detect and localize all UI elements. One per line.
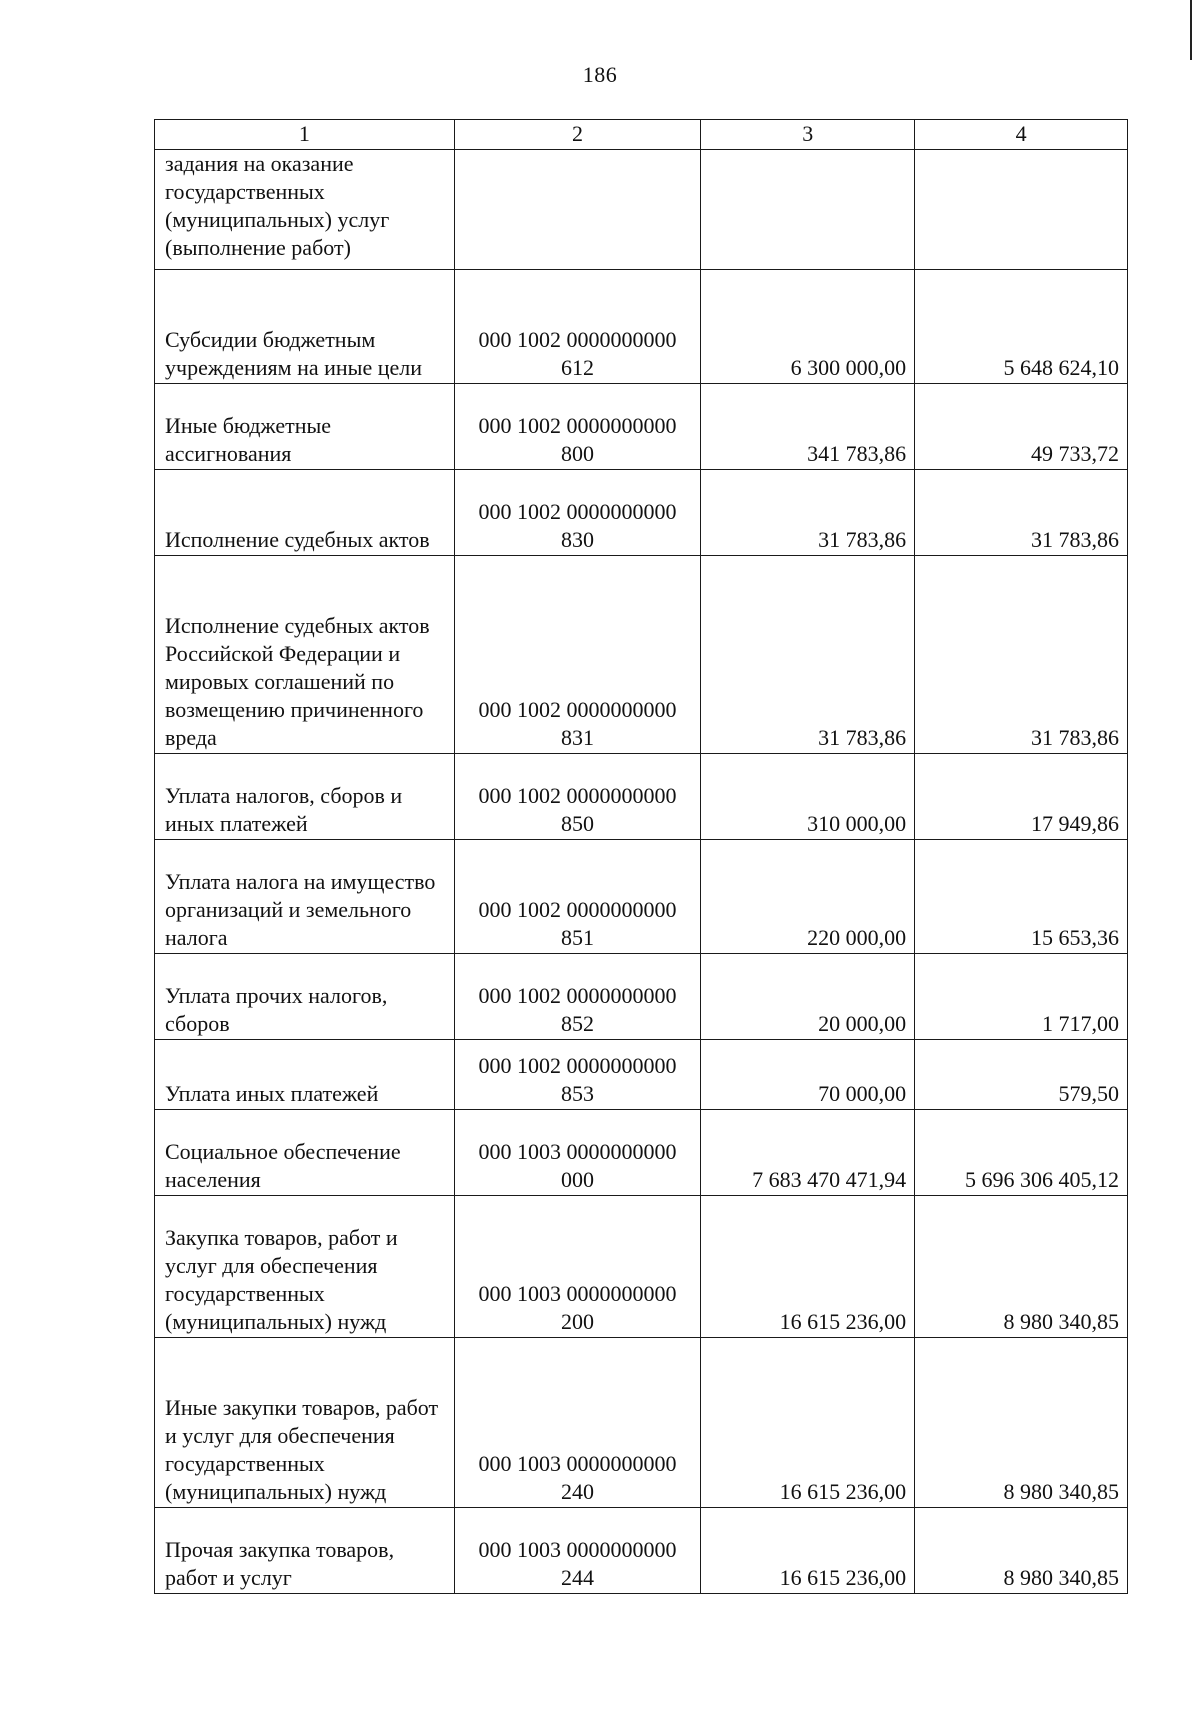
row-code bbox=[454, 840, 701, 954]
row-name: Иные бюджетные ассигнования bbox=[155, 384, 455, 470]
row-value-3: 20 000,00 bbox=[701, 954, 915, 1040]
row-code-main: 000 1003 0000000000 bbox=[478, 1451, 677, 1476]
table-row bbox=[155, 150, 1128, 270]
column-header-2: 2 bbox=[454, 120, 701, 150]
row-code bbox=[454, 270, 701, 384]
row-name: Исполнение судебных актов bbox=[155, 470, 455, 556]
row-value-3: 7 683 470 471,94 bbox=[701, 1110, 915, 1196]
row-value-4 bbox=[915, 150, 1128, 270]
column-header-3: 3 bbox=[701, 120, 915, 150]
row-name: Уплата налога на имущество организаций и земельного налога bbox=[155, 840, 455, 954]
row-value-4: 5 696 306 405,12 bbox=[915, 1110, 1128, 1196]
row-value-4: 17 949,86 bbox=[915, 754, 1128, 840]
row-code-main: 000 1002 0000000000 bbox=[478, 327, 677, 352]
row-value-4: 579,50 bbox=[915, 1040, 1128, 1110]
row-value-4: 5 648 624,10 bbox=[915, 270, 1128, 384]
row-code-main: 000 1002 0000000000 bbox=[478, 783, 677, 808]
row-name: Иные закупки товаров, работ и услуг для обеспечения государственных (муниципальных) нужд bbox=[155, 1338, 455, 1508]
row-code-main: 000 1003 0000000000 bbox=[478, 1281, 677, 1306]
row-code-main: 000 1002 0000000000 bbox=[478, 983, 677, 1008]
row-code-main: 000 1003 0000000000 bbox=[478, 1139, 677, 1164]
table-row bbox=[155, 840, 1128, 954]
row-code bbox=[454, 954, 701, 1040]
row-code bbox=[454, 1338, 701, 1508]
row-code bbox=[454, 384, 701, 470]
row-name: Уплата налогов, сборов и иных платежей bbox=[155, 754, 455, 840]
row-code-main: 000 1002 0000000000 bbox=[478, 499, 677, 524]
row-name: Прочая закупка товаров, работ и услуг bbox=[155, 1508, 455, 1594]
row-value-3: 16 615 236,00 bbox=[701, 1338, 915, 1508]
row-code-suffix: 240 bbox=[560, 1479, 594, 1504]
row-value-3: 310 000,00 bbox=[701, 754, 915, 840]
row-name: Уплата прочих налогов, сборов bbox=[155, 954, 455, 1040]
row-value-3: 16 615 236,00 bbox=[701, 1196, 915, 1338]
row-code bbox=[454, 754, 701, 840]
row-code-suffix: 200 bbox=[560, 1309, 594, 1334]
row-value-4: 31 783,86 bbox=[915, 470, 1128, 556]
budget-table bbox=[154, 119, 1128, 1594]
row-code bbox=[454, 1040, 701, 1110]
row-value-3 bbox=[701, 150, 915, 270]
table-header-row bbox=[155, 120, 1128, 150]
row-code bbox=[454, 1508, 701, 1594]
row-code-suffix: 851 bbox=[560, 925, 594, 950]
row-value-3: 31 783,86 bbox=[701, 470, 915, 556]
row-code-main: 000 1002 0000000000 bbox=[478, 897, 677, 922]
row-code bbox=[454, 470, 701, 556]
row-code-suffix: 853 bbox=[560, 1081, 594, 1106]
column-header-1: 1 bbox=[155, 120, 455, 150]
row-code-suffix: 612 bbox=[560, 355, 594, 380]
row-code-main: 000 1003 0000000000 bbox=[478, 1537, 677, 1562]
row-code-suffix: 850 bbox=[560, 811, 594, 836]
row-name: задания на оказание государственных (муниципальных) услуг (выполнение работ) bbox=[155, 150, 455, 270]
row-code bbox=[454, 150, 701, 270]
row-code-main: 000 1002 0000000000 bbox=[478, 1053, 677, 1078]
table-row bbox=[155, 1338, 1128, 1508]
row-value-4: 8 980 340,85 bbox=[915, 1508, 1128, 1594]
row-code-suffix: 800 bbox=[560, 441, 594, 466]
row-name: Закупка товаров, работ и услуг для обеспечения государственных (муниципальных) нужд bbox=[155, 1196, 455, 1338]
row-code-main: 000 1002 0000000000 bbox=[478, 413, 677, 438]
table-row bbox=[155, 1040, 1128, 1110]
row-code bbox=[454, 556, 701, 754]
row-value-3: 70 000,00 bbox=[701, 1040, 915, 1110]
row-value-3: 341 783,86 bbox=[701, 384, 915, 470]
row-code bbox=[454, 1196, 701, 1338]
table-row bbox=[155, 1196, 1128, 1338]
row-code bbox=[454, 1110, 701, 1196]
table-row bbox=[155, 384, 1128, 470]
row-value-4: 8 980 340,85 bbox=[915, 1338, 1128, 1508]
row-value-4: 31 783,86 bbox=[915, 556, 1128, 754]
table-row bbox=[155, 556, 1128, 754]
row-code-suffix: 830 bbox=[560, 527, 594, 552]
row-code-suffix: 831 bbox=[560, 725, 594, 750]
row-code-suffix: 244 bbox=[560, 1565, 594, 1590]
row-value-3: 16 615 236,00 bbox=[701, 1508, 915, 1594]
row-code-suffix: 852 bbox=[560, 1011, 594, 1036]
row-code-main: 000 1002 0000000000 bbox=[478, 697, 677, 722]
row-value-3: 6 300 000,00 bbox=[701, 270, 915, 384]
column-header-4: 4 bbox=[915, 120, 1128, 150]
table-row bbox=[155, 470, 1128, 556]
row-name: Субсидии бюджетным учреждениям на иные цели bbox=[155, 270, 455, 384]
row-value-4: 8 980 340,85 bbox=[915, 1196, 1128, 1338]
row-value-4: 49 733,72 bbox=[915, 384, 1128, 470]
row-value-4: 15 653,36 bbox=[915, 840, 1128, 954]
table-row bbox=[155, 1508, 1128, 1594]
table-row bbox=[155, 954, 1128, 1040]
row-name: Уплата иных платежей bbox=[155, 1040, 455, 1110]
row-value-3: 220 000,00 bbox=[701, 840, 915, 954]
row-name: Исполнение судебных актов Российской Федерации и мировых соглашений по возмещению причиненного вреда bbox=[155, 556, 455, 754]
scan-edge-mark bbox=[1190, 0, 1192, 60]
page-number: 186 bbox=[582, 62, 618, 87]
row-value-4: 1 717,00 bbox=[915, 954, 1128, 1040]
row-name: Социальное обеспечение населения bbox=[155, 1110, 455, 1196]
table-row bbox=[155, 754, 1128, 840]
row-code-suffix: 000 bbox=[560, 1167, 594, 1192]
table-row bbox=[155, 270, 1128, 384]
row-value-3: 31 783,86 bbox=[701, 556, 915, 754]
table-row bbox=[155, 1110, 1128, 1196]
